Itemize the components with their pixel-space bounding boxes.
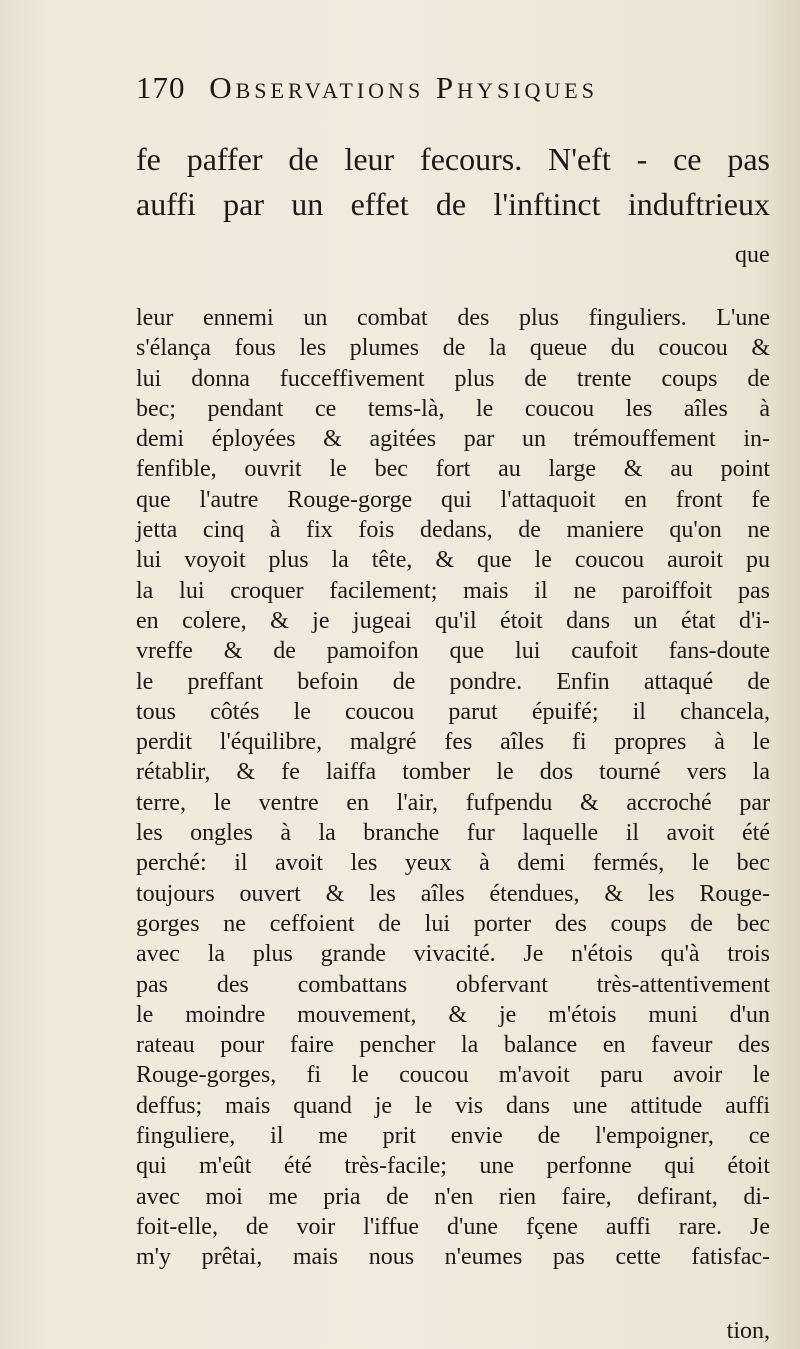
text-line: le moindre mouvement, & je m'étois muni d'un bbox=[136, 1001, 770, 1028]
text-line: leur ennemi un combat des plus finguliers. L'une bbox=[136, 305, 770, 331]
text-line: que l'autre Rouge-gorge qui l'attaquoit en front fe bbox=[136, 486, 770, 513]
text-line: la lui croquer facilement; mais il ne paroiffoit pas bbox=[136, 577, 770, 604]
catchword: tion, bbox=[726, 1318, 770, 1344]
page-number: 170 bbox=[136, 70, 186, 105]
text-line: toujours ouvert & les aîles étendues, & les Rouge- bbox=[136, 880, 770, 907]
running-header bbox=[136, 70, 766, 106]
catchword-top: que bbox=[735, 242, 770, 268]
text-line: rétablir, & fe laiffa tomber le dos tourné vers la bbox=[136, 759, 770, 786]
text-line: perdit l'équilibre, malgré fes aîles fi propres à le bbox=[136, 729, 770, 756]
text-line: jetta cinq à fix fois dedans, de maniere qu'on ne bbox=[136, 517, 770, 544]
text-line: gorges ne ceffoient de lui porter des coups de bec bbox=[136, 910, 770, 937]
text-line: fenfible, ouvrit le bec fort au large & au point bbox=[136, 456, 770, 483]
text-line: deffus; mais quand je le vis dans une attitude auffi bbox=[136, 1092, 770, 1119]
text-line: tous côtés le coucou parut épuifé; il chancela, bbox=[136, 698, 770, 725]
text-line: avec moi me pria de n'en rien faire, defirant, di- bbox=[136, 1183, 770, 1210]
text-line: foit-elle, de voir l'iffue d'une fçene auffi rare. Je bbox=[136, 1213, 770, 1240]
text-line: finguliere, il me prit envie de l'empoigner, ce bbox=[136, 1123, 770, 1150]
text-line: perché: il avoit les yeux à demi fermés, le bec bbox=[136, 850, 770, 877]
body-text bbox=[136, 303, 770, 1273]
text-line: rateau pour faire pencher la balance en faveur des bbox=[136, 1032, 770, 1059]
text-line: demi éployées & agitées par un trémouffement in- bbox=[136, 426, 770, 453]
text-line: vreffe & de pamoifon que lui caufoit fans-doute bbox=[136, 638, 770, 665]
text-line: terre, le ventre en l'air, fufpendu & accroché par bbox=[136, 789, 770, 816]
text-line: en colere, & je jugeai qu'il étoit dans un état d'i- bbox=[136, 607, 770, 634]
text-line: s'élança fous les plumes de la queue du coucou & bbox=[136, 335, 770, 362]
text-line: avec la plus grande vivacité. Je n'étois qu'à trois bbox=[136, 941, 770, 968]
text-line: lui donna fucceffivement plus de trente coups de bbox=[136, 365, 770, 392]
text-line: pas des combattans obfervant très-attentivement bbox=[136, 971, 770, 998]
text-line: Rouge-gorges, fi le coucou m'avoit paru avoir le bbox=[136, 1062, 770, 1089]
running-title: Observations Physiques bbox=[209, 70, 598, 105]
text-line: lui voyoit plus la tête, & que le coucou auroit pu bbox=[136, 547, 770, 574]
text-line: fe paffer de leur fecours. N'eft - ce pas bbox=[136, 141, 770, 177]
text-line: auffi par un effet de l'inftinct induftrieux bbox=[136, 186, 770, 222]
text-line: le preffant befoin de pondre. Enfin attaqué de bbox=[136, 668, 770, 695]
text-line: m'y prêtai, mais nous n'eumes pas cette fatisfac- bbox=[136, 1244, 770, 1271]
text-line: qui m'eût été très-facile; une perfonne qui étoit bbox=[136, 1153, 770, 1180]
text-line: les ongles à la branche fur laquelle il avoit été bbox=[136, 820, 770, 847]
text-line: bec; pendant ce tems-là, le coucou les aîles à bbox=[136, 395, 770, 422]
